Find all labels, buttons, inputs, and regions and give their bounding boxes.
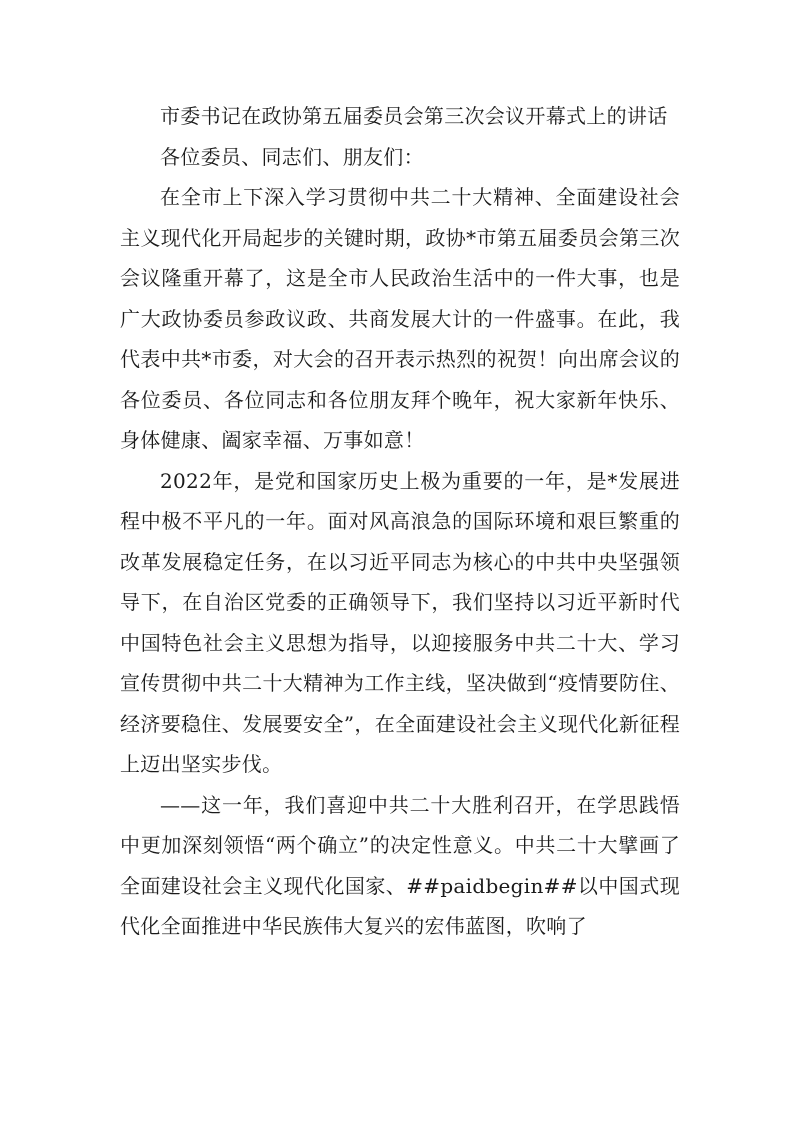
achievement-paragraph: ——这一年，我们喜迎中共二十大胜利召开，在学思践悟中更加深刻领悟“两个确立”的决定性意义。中共二十大擘画了全面建设社会主义现代化国家、##paidbegin##以中国式现代化全面推进中华民族伟大复兴的宏伟蓝图，吹响了 [120, 792, 680, 938]
document-body [120, 96, 680, 947]
review-paragraph: 2022年，是党和国家历史上极为重要的一年，是*发展进程中极不平凡的一年。面对风高浪急的国际环境和艰巨繁重的改革发展稳定任务，在以习近平同志为核心的中共中央坚强领导下，在自治区党委的正确领导下，我们坚持以习近平新时代中国特色社会主义思想为指导，以迎接服务中共二十大、学习宣传贯彻中共二十大精神为工作主线，坚决做到“疫情要防住、经济要稳住、发展要安全”，在全面建设社会主义现代化新征程上迈出坚实步伐。 [120, 468, 680, 776]
document-title: 市委书记在政协第五届委员会第三次会议开幕式上的讲话 [160, 104, 668, 128]
salutation-paragraph: 各位委员、同志们、朋友们： [160, 144, 424, 169]
opening-paragraph: 在全市上下深入学习贯彻中共二十大精神、全面建设社会主义现代化开局起步的关键时期，政协*市第五届委员会第三次会议隆重开幕了，这是全市人民政治生活中的一件大事，也是广大政协委员参政议政、共商发展大计的一件盛事。在此，我代表中共*市委，对大会的召开表示热烈的祝贺！向出席会议的各位委员、各位同志和各位朋友拜个晚年，祝大家新年快乐、身体健康、阖家幸福、万事如意！ [120, 185, 680, 452]
